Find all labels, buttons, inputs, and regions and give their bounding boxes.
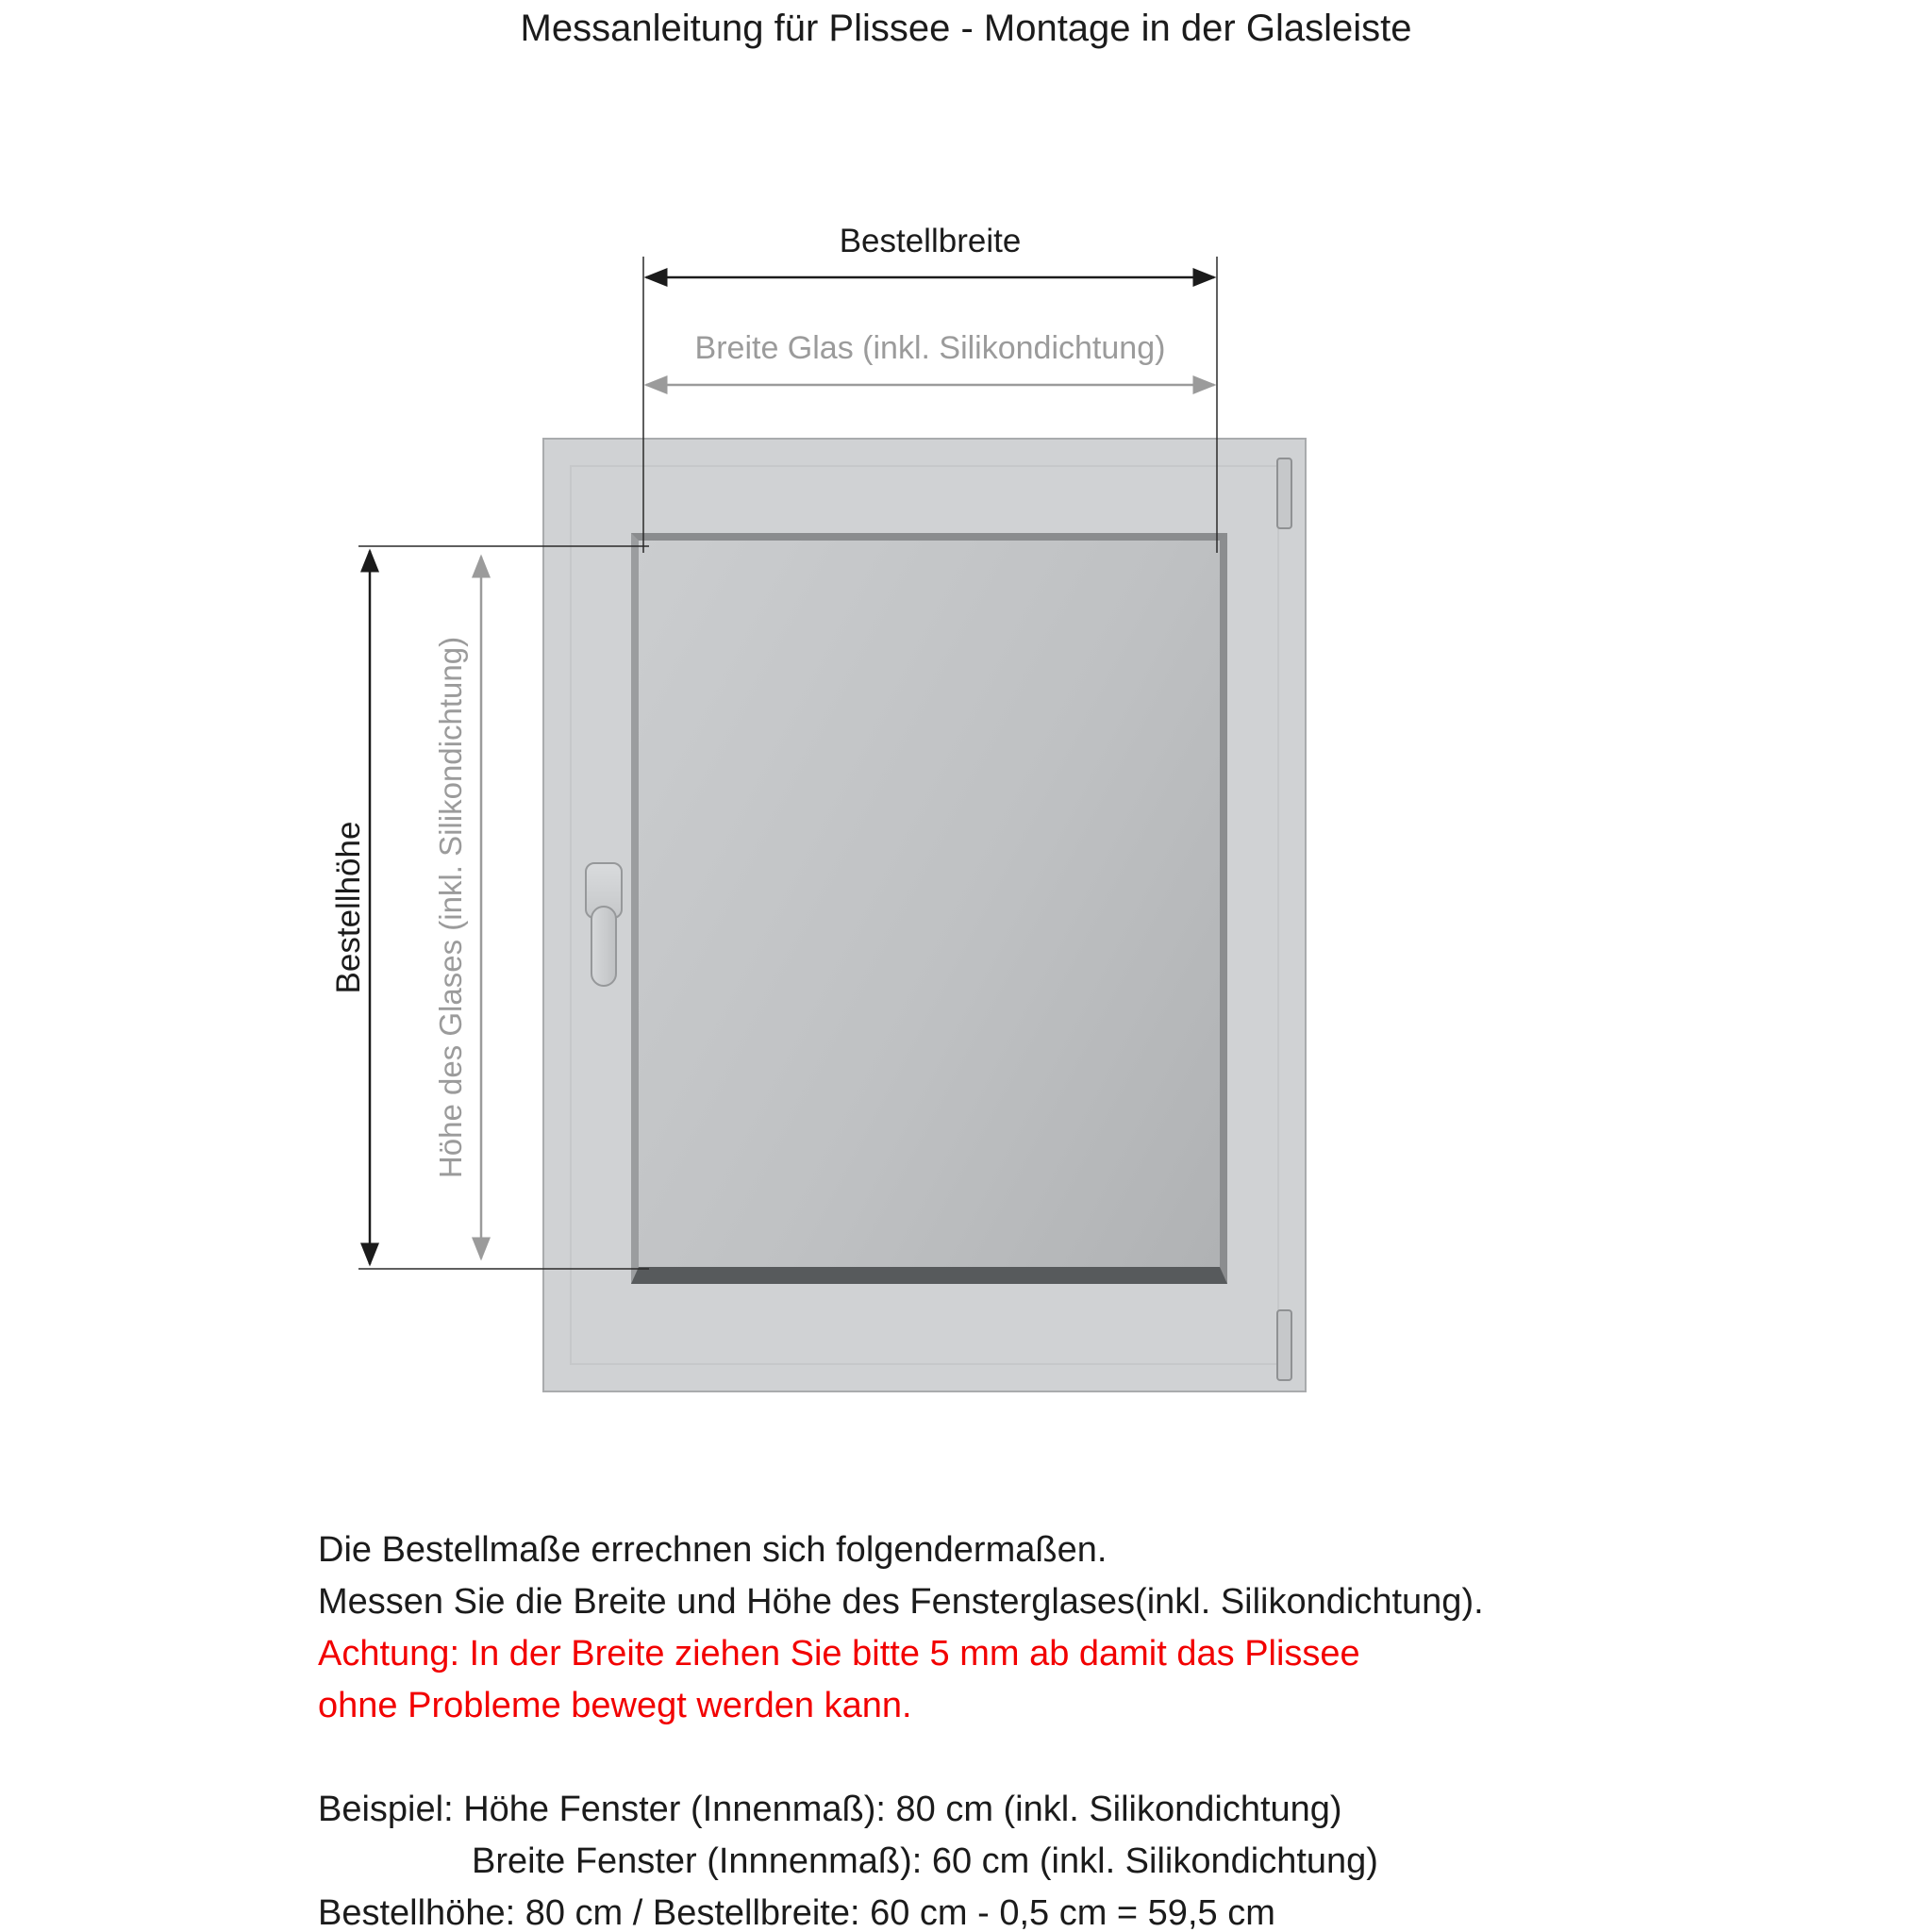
example-line-3: Bestellhöhe: 80 cm / Bestellbreite: 60 cm - 0,5 cm = 59,5 cm xyxy=(318,1893,1275,1932)
window-handle-grip xyxy=(591,906,617,987)
warning-line-1: Achtung: In der Breite ziehen Sie bitte 5 mm ab damit das Plissee xyxy=(318,1634,1360,1674)
text-spacer xyxy=(318,1732,1790,1784)
page-title: Messanleitung für Plissee - Montage in der Glasleiste xyxy=(520,8,1412,49)
example-line-2: Breite Fenster (Innnenmaß): 60 cm (inkl. Silikondichtung) xyxy=(472,1841,1378,1881)
instruction-line-1: Die Bestellmaße errechnen sich folgendermaßen. xyxy=(318,1530,1108,1570)
instruction-text-block xyxy=(318,1524,1790,1932)
glass-width-label: Breite Glas (inkl. Silikondichtung) xyxy=(694,330,1166,366)
window-hinge-top xyxy=(1276,458,1292,529)
order-height-label: Bestellhöhe xyxy=(330,821,367,994)
order-width-label: Bestellbreite xyxy=(839,223,1022,259)
example-line-1: Beispiel: Höhe Fenster (Innenmaß): 80 cm (inkl. Silikondichtung) xyxy=(318,1790,1342,1829)
warning-line-2: ohne Probleme bewegt werden kann. xyxy=(318,1686,912,1725)
window-glass-pane xyxy=(631,533,1227,1284)
window-hinge-bottom xyxy=(1276,1309,1292,1381)
instruction-line-2: Messen Sie die Breite und Höhe des Fensterglases(inkl. Silikondichtung). xyxy=(318,1582,1484,1622)
glass-height-label: Höhe des Glases (inkl. Silikondichtung) xyxy=(433,636,468,1179)
